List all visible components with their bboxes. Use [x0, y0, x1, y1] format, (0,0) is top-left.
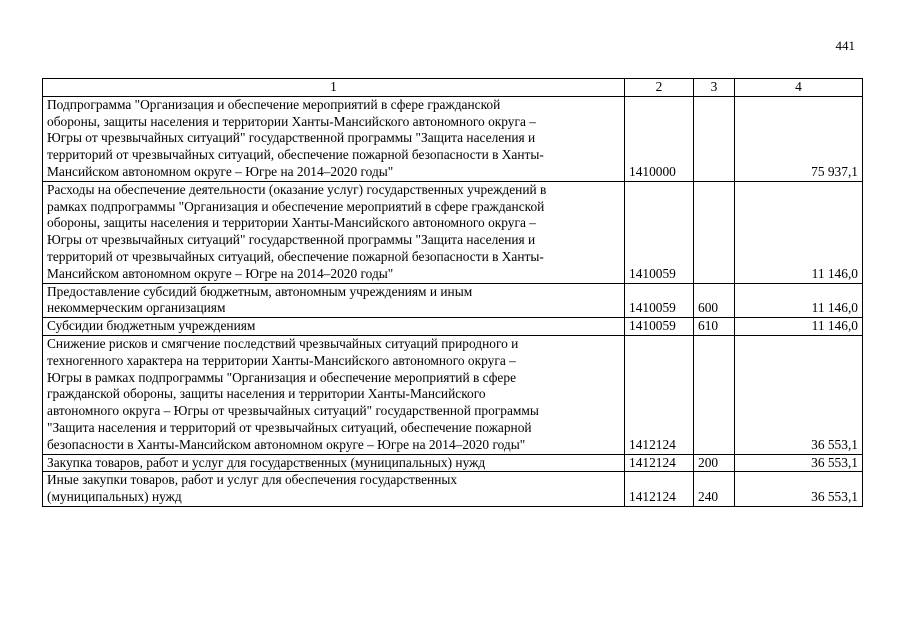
row-type: [694, 96, 735, 181]
row-type: 600: [694, 283, 735, 318]
column-header-3: 3: [694, 79, 735, 97]
row-name: Закупка товаров, работ и услуг для государственных (муниципальных) нужд: [43, 454, 625, 472]
table-row: [43, 283, 863, 318]
row-code: 1412124: [625, 454, 694, 472]
row-amount: 11 146,0: [735, 283, 863, 318]
row-amount: 11 146,0: [735, 181, 863, 283]
column-header-4: 4: [735, 79, 863, 97]
row-code: 1412124: [625, 335, 694, 454]
row-amount: 36 553,1: [735, 454, 863, 472]
row-amount: 75 937,1: [735, 96, 863, 181]
row-code: 1410059: [625, 318, 694, 336]
row-type: 610: [694, 318, 735, 336]
row-name: Субсидии бюджетным учреждениям: [43, 318, 625, 336]
row-amount: 36 553,1: [735, 472, 863, 507]
row-amount: 11 146,0: [735, 318, 863, 336]
table-row: [43, 335, 863, 454]
table-row: [43, 96, 863, 181]
page-number: 441: [835, 38, 855, 53]
column-header-1: 1: [43, 79, 625, 97]
row-code: 1410000: [625, 96, 694, 181]
row-name: Снижение рисков и смягчение последствий чрезвычайных ситуаций природного и техногенного характера на территории Ханты-Мансийского автономного округа – Югры в рамках подпрограммы "Организация и обеспечение мероприятий в сфере гражданской обороны, защиты населения и территории Ханты-Мансийского автономного округа – Югры от чрезвычайных ситуаций" государственной программы "Защита населения и территорий от чрезвычайных ситуаций, обеспечение пожарной безопасности в Ханты-Мансийском автономном округе – Югре на 2014–2020 годы": [43, 335, 625, 454]
row-code: 1410059: [625, 283, 694, 318]
table-row: [43, 472, 863, 507]
table-row: [43, 318, 863, 336]
row-code: 1412124: [625, 472, 694, 507]
table-row: [43, 181, 863, 283]
row-amount: 36 553,1: [735, 335, 863, 454]
row-name: Расходы на обеспечение деятельности (оказание услуг) государственных учреждений в рамках подпрограммы "Организация и обеспечение мероприятий в сфере гражданской обороны, защиты населения и территории Ханты-Мансийского автономного округа – Югры от чрезвычайных ситуаций" государственной программы "Защита населения и территорий от чрезвычайных ситуаций, обеспечение пожарной безопасности в Ханты- Мансийском автономном округе – Югре на 2014–2020 годы": [43, 181, 625, 283]
row-type: [694, 335, 735, 454]
table-header-row: [43, 79, 863, 97]
budget-table: [42, 78, 863, 507]
row-type: [694, 181, 735, 283]
row-type: 240: [694, 472, 735, 507]
row-name: Иные закупки товаров, работ и услуг для обеспечения государственных (муниципальных) нужд: [43, 472, 625, 507]
row-code: 1410059: [625, 181, 694, 283]
column-header-2: 2: [625, 79, 694, 97]
row-name: Подпрограмма "Организация и обеспечение мероприятий в сфере гражданской обороны, защиты населения и территории Ханты-Мансийского автономного округа – Югры от чрезвычайных ситуаций" государственной программы "Защита населения и территорий от чрезвычайных ситуаций, обеспечение пожарной безопасности в Ханты- Мансийском автономном округе – Югре на 2014–2020 годы": [43, 96, 625, 181]
row-name: Предоставление субсидий бюджетным, автономным учреждениям и иным некоммерческим организациям: [43, 283, 625, 318]
row-type: 200: [694, 454, 735, 472]
table-row: [43, 454, 863, 472]
